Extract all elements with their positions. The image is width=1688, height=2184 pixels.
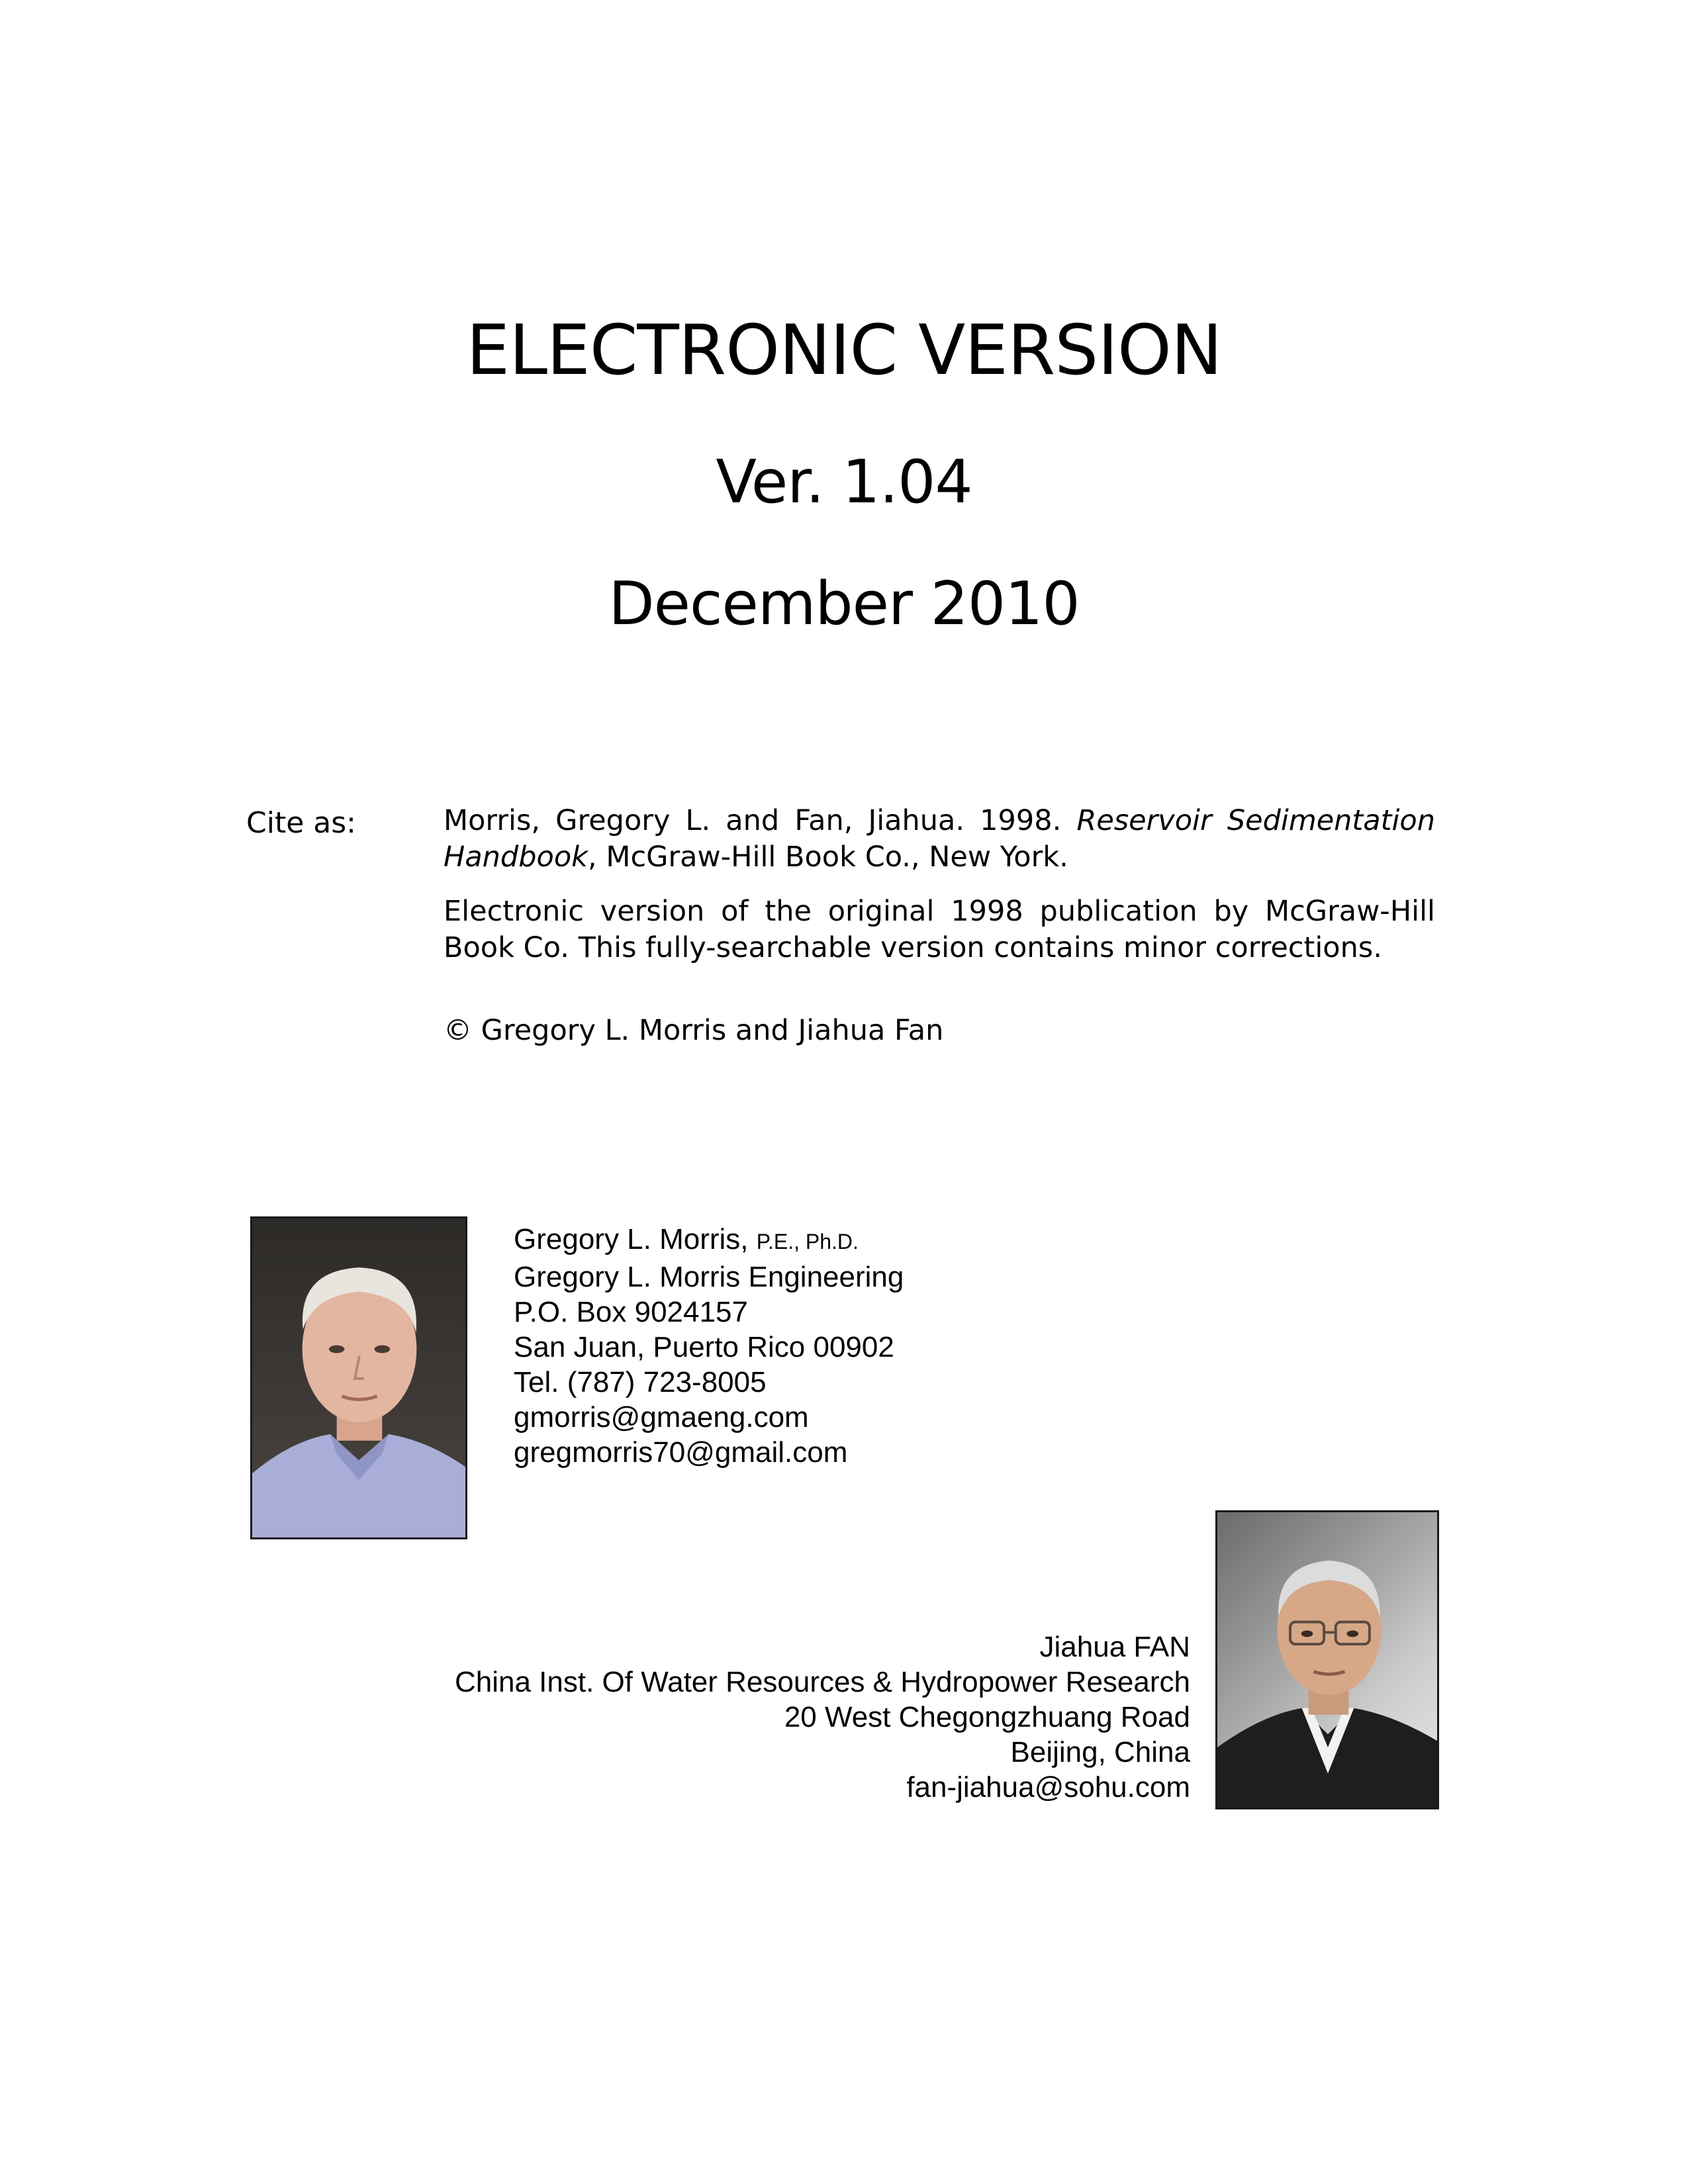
fan-email: fan-jiahua@sohu.com <box>906 1771 1190 1803</box>
morris-email-personal: gregmorris70@gmail.com <box>514 1436 848 1469</box>
fan-name: Jiahua FAN <box>1039 1631 1190 1663</box>
citation-reference <box>444 803 1435 876</box>
morris-city: San Juan, Puerto Rico 00902 <box>514 1331 894 1363</box>
morris-name: Gregory L. Morris, <box>514 1223 757 1255</box>
version-label: Ver. 1.04 <box>716 447 972 517</box>
fan-institution: China Inst. Of Water Resources & Hydropower Research <box>454 1666 1190 1698</box>
fan-city: Beijing, China <box>1010 1736 1190 1768</box>
citation-publisher: , McGraw-Hill Book Co., New York. <box>588 841 1068 874</box>
electronic-version-note: Electronic version of the original 1998 publication by McGraw-Hill Book Co. This fully-searchable version contains minor corrections. <box>444 895 1435 964</box>
fan-portrait-photo <box>1215 1510 1439 1809</box>
morris-company: Gregory L. Morris Engineering <box>514 1261 904 1293</box>
morris-contact-block <box>514 1222 904 1470</box>
fan-contact-block <box>455 1629 1190 1805</box>
morris-credentials: P.E., Ph.D. <box>756 1230 859 1253</box>
morris-po-box: P.O. Box 9024157 <box>514 1296 748 1328</box>
publication-date: December 2010 <box>608 569 1080 639</box>
citation-book-title: Reservoir Sedimentation Handbook <box>444 804 1435 874</box>
document-title: ELECTRONIC VERSION <box>466 310 1222 390</box>
morris-email-work: gmorris@gmaeng.com <box>514 1401 809 1433</box>
morris-phone: Tel. (787) 723-8005 <box>514 1366 767 1398</box>
cite-as-label: Cite as: <box>246 806 356 840</box>
citation-authors: Morris, Gregory L. and Fan, Jiahua. 1998. <box>444 804 1077 837</box>
morris-portrait-photo <box>250 1216 467 1539</box>
fan-street: 20 West Chegongzhuang Road <box>784 1701 1190 1733</box>
morris-name-line <box>514 1222 904 1259</box>
copyright-notice: © Gregory L. Morris and Jiahua Fan <box>444 1014 944 1047</box>
